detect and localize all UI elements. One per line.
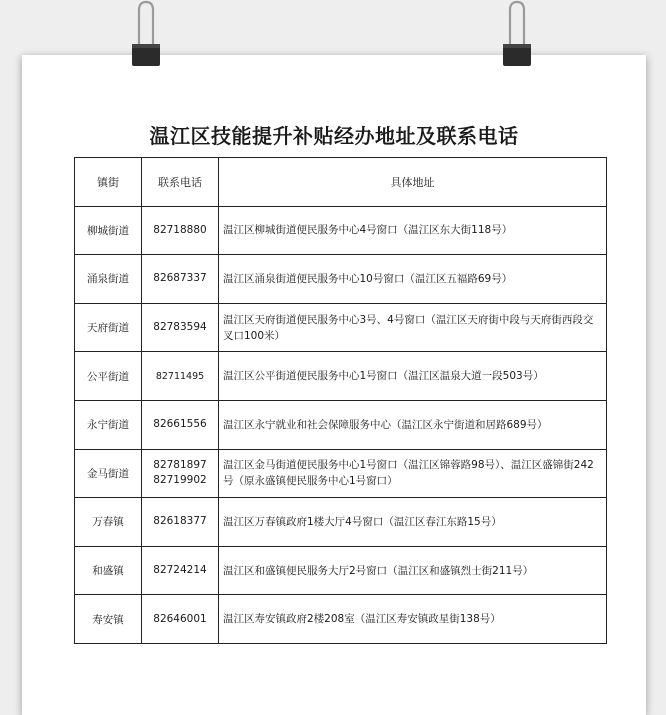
town-cell: 涌泉街道	[75, 255, 142, 304]
town-cell: 万春镇	[75, 498, 142, 547]
phone-cell	[142, 303, 219, 352]
phone-number: 82711495	[155, 370, 205, 382]
address-cell: 温江区公平街道便民服务中心1号窗口（温江区温泉大道一段503号）	[219, 352, 607, 401]
phone-number: 82781897	[153, 459, 207, 472]
address-cell: 温江区涌泉街道便民服务中心10号窗口（温江区五福路69号）	[219, 255, 607, 304]
address-cell: 温江区永宁就业和社会保障服务中心（温江区永宁街道和居路689号）	[219, 400, 607, 449]
table-row	[75, 595, 607, 644]
binder-clip-icon	[128, 0, 164, 70]
table-row	[75, 546, 607, 595]
table-row	[75, 255, 607, 304]
address-cell: 温江区金马街道便民服务中心1号窗口（温江区锦蓉路98号）、温江区盛锦街242号（原永盛镇便民服务中心1号窗口）	[219, 449, 607, 498]
phone-number: 82687337	[153, 272, 207, 285]
phone-number: 82719902	[153, 474, 207, 487]
phone-cell	[142, 352, 219, 401]
address-cell: 温江区万春镇政府1楼大厅4号窗口（温江区春江东路15号）	[219, 498, 607, 547]
town-cell: 公平街道	[75, 352, 142, 401]
table-row	[75, 352, 607, 401]
town-cell: 金马街道	[75, 449, 142, 498]
town-cell: 寿安镇	[75, 595, 142, 644]
header-address: 具体地址	[219, 158, 607, 207]
phone-number: 82661556	[153, 418, 207, 431]
town-cell: 和盛镇	[75, 546, 142, 595]
phone-cell	[142, 255, 219, 304]
table-row	[75, 206, 607, 255]
address-table	[74, 157, 607, 644]
phone-number: 82783594	[153, 321, 207, 334]
header-town: 镇街	[75, 158, 142, 207]
address-cell: 温江区和盛镇便民服务大厅2号窗口（温江区和盛镇烈士街211号）	[219, 546, 607, 595]
document-page	[22, 55, 646, 715]
phone-cell	[142, 206, 219, 255]
phone-cell	[142, 449, 219, 498]
town-cell: 永宁街道	[75, 400, 142, 449]
town-cell: 天府街道	[75, 303, 142, 352]
phone-number: 82724214	[153, 564, 207, 577]
phone-cell	[142, 595, 219, 644]
table-row	[75, 303, 607, 352]
address-cell: 温江区寿安镇政府2楼208室（温江区寿安镇政星街138号）	[219, 595, 607, 644]
table-row	[75, 400, 607, 449]
town-cell: 柳城街道	[75, 206, 142, 255]
address-cell: 温江区天府街道便民服务中心3号、4号窗口（温江区天府街中段与天府街西段交叉口100米）	[219, 303, 607, 352]
table-row	[75, 449, 607, 498]
phone-number: 82646001	[153, 612, 207, 625]
address-cell: 温江区柳城街道便民服务中心4号窗口（温江区东大街118号）	[219, 206, 607, 255]
table-row	[75, 498, 607, 547]
phone-cell	[142, 498, 219, 547]
phone-cell	[142, 400, 219, 449]
phone-cell	[142, 546, 219, 595]
phone-number: 82718880	[153, 223, 207, 236]
document-title: 温江区技能提升补贴经办地址及联系电话	[149, 124, 519, 148]
header-phone: 联系电话	[142, 158, 219, 207]
phone-number: 82618377	[153, 515, 207, 528]
table-header-row	[75, 158, 607, 207]
binder-clip-icon	[499, 0, 535, 70]
